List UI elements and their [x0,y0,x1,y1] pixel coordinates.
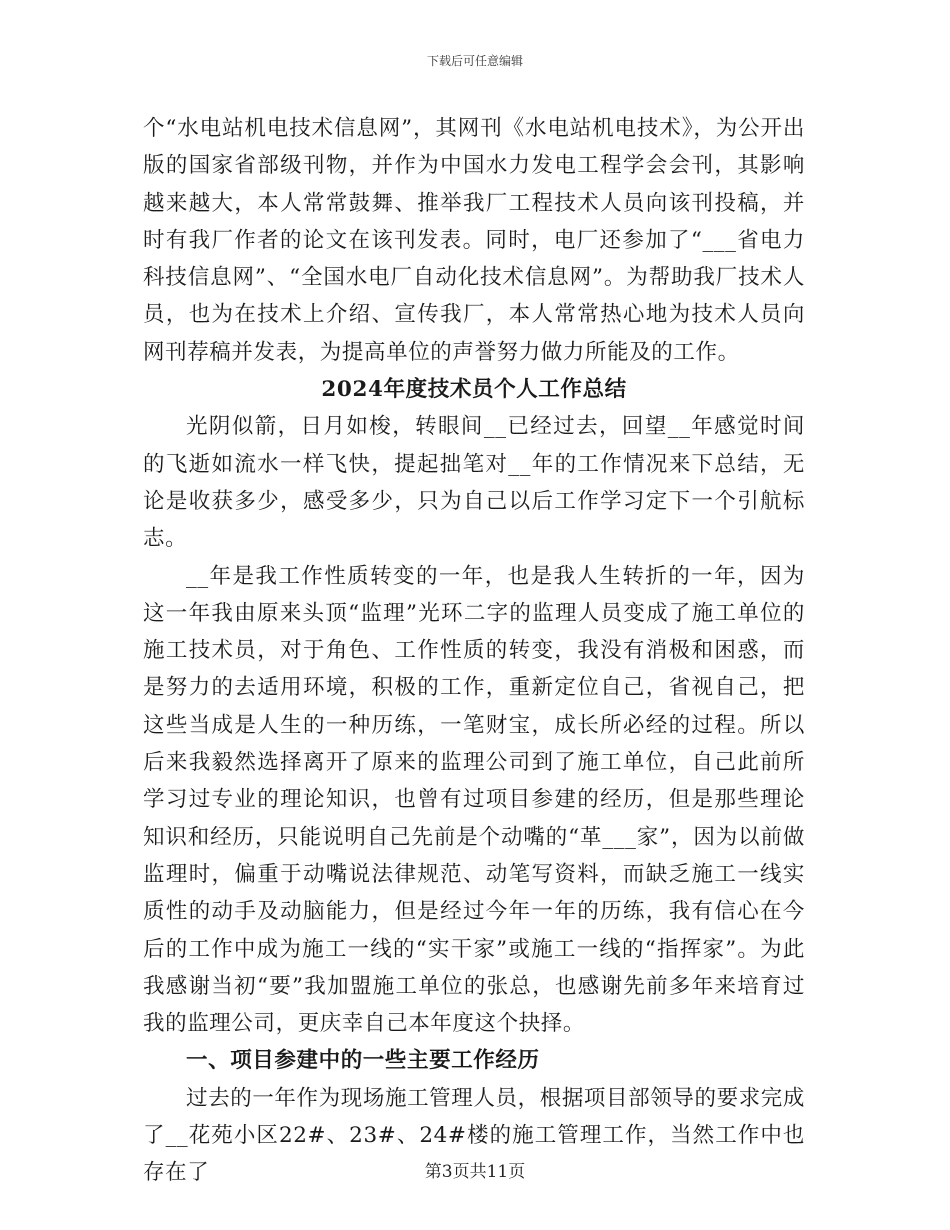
document-title: 2024年度技术员个人工作总结 [321,377,627,403]
intro-paragraph: 个“水电站机电技术信息网”，其网刊《水电站机电技术》，为公开出版的国家省部级刊物，并作为中国水力发电工程学会会刊，其影响越来越大，本人常常鼓舞、推举我厂工程技术人员向该刊投稿，并时有我厂作者的论文在该刊发表。同时，电厂还参加了“___省电力科技信息网”、“全国水电厂自动化技术信息网”。为帮助我厂技术人员，也为在技术上介绍、宣传我厂，本人常常热心地为技术人员向网刊荐稿并发表，为提高单位的声誉努力做力所能及的工作。 [143,116,805,365]
paragraph-1: 光阴似箭，日月如梭，转眼间__已经过去，回望__年感觉时间的飞逝如流水一样飞快，提起拙笔对__年的工作情况来下总结，无论是收获多少，感受多少，只为自己以后工作学习定下一个引航标志。 [143,414,805,552]
page-header-note: 下载后可任意编辑 [426,54,523,68]
paragraph-2: __年是我工作性质转变的一年，也是我人生转折的一年，因为这一年我由原来头顶“监理”光环二字的监理人员变成了施工单位的施工技术员，对于角色、工作性质的转变，我没有消极和困惑，而是努力的去适用环境，积极的工作，重新定位自己，省视自己，把这些当成是人生的一种历练，一笔财宝，成长所必经的过程。所以后来我毅然选择离开了原来的监理公司到了施工单位，自己此前所学习过专业的理论知识，也曾有过项目参建的经历，但是那些理论知识和经历，只能说明自己先前是个动嘴的“革___家”，因为以前做监理时，偏重于动嘴说法律规范、动笔写资料，而缺乏施工一线实质性的动手及动脑能力，但是经过今年一年的历练，我有信心在今后的工作中成为施工一线的“实干家”或施工一线的“指挥家”。为此我感谢当初“要”我加盟施工单位的张总，也感谢先前多年来培育过我的监理公司，更庆幸自己本年度这个抉择。 [143,563,805,1037]
paragraph-3: 过去的一年作为现场施工管理人员，根据项目部领导的要求完成了__花苑小区22#、23#、24#楼的施工管理工作，当然工作中也存在了 [143,1085,805,1186]
page-number: 第3页共11页 [424,1162,526,1182]
section-heading: 一、项目参建中的一些主要工作经历 [186,1048,540,1074]
document-body [143,110,805,1192]
